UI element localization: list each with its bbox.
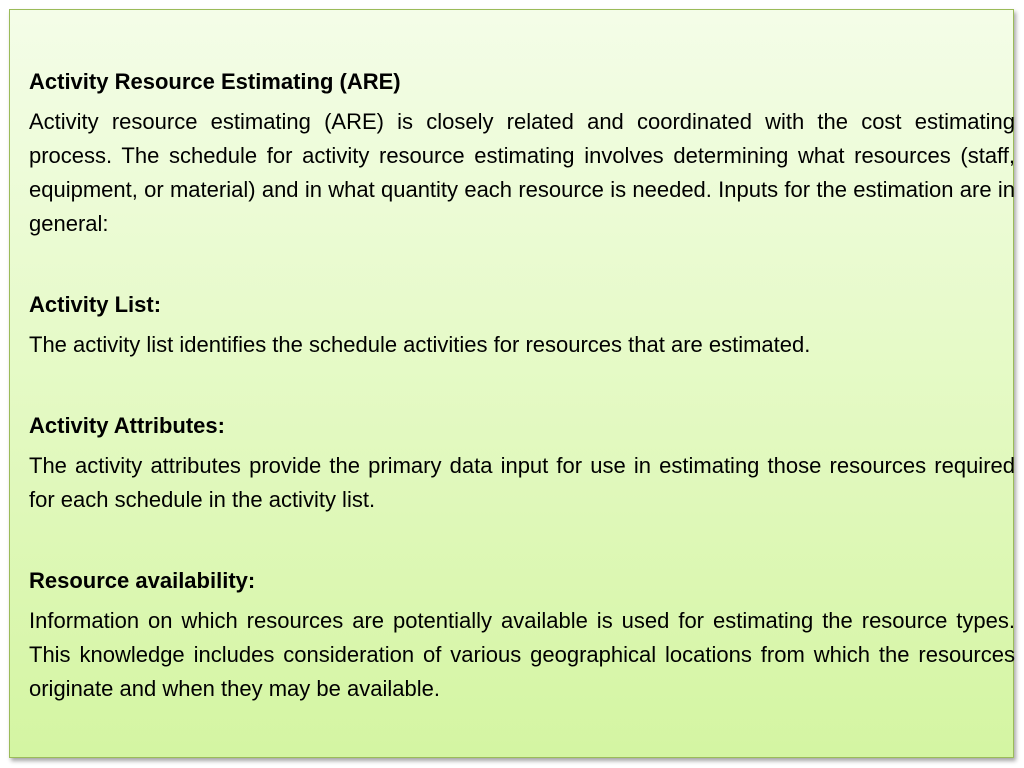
section-paragraph: The activity attributes provide the primary data input for use in estimating those resources required for each schedule in the activity list. [29,453,1015,512]
section-resource-availability [29,564,1015,706]
section-paragraph: Information on which resources are potentially available is used for estimating the resource types. This knowledge includes consideration of various geographical locations from which the resources originate and when they may be available. [29,608,1015,701]
section-paragraph: Activity resource estimating (ARE) is closely related and coordinated with the cost estimating process. The schedule for activity resource estimating involves determining what resources (staff, equipment, or material) and in what quantity each resource is needed. Inputs for the estimation are in general: [29,109,1015,236]
section-are [29,65,1015,241]
section-heading: Activity Attributes: [29,413,225,438]
section-heading: Resource availability: [29,568,256,593]
text-body [29,65,1015,706]
section-paragraph: The activity list identifies the schedule activities for resources that are estimated. [29,332,811,357]
section-heading: Activity Resource Estimating (ARE) [29,69,401,94]
section-activity-list [29,288,1015,362]
slide-content-box [9,9,1014,758]
section-activity-attributes [29,409,1015,517]
section-heading: Activity List: [29,292,162,317]
